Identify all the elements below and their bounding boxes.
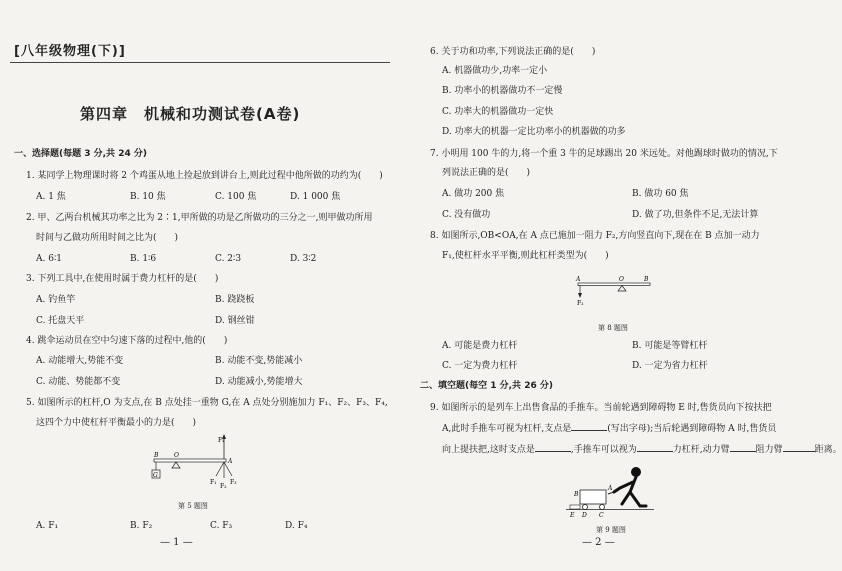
q8-f2-label: F₂ (577, 300, 584, 307)
q7-option-d: D. 做了功,但条件不足,无法计算 (632, 210, 759, 220)
q8-lever-figure (570, 272, 660, 308)
q9-blank-2[interactable] (535, 442, 571, 452)
q9-figure-caption: 第 9 题图 (596, 526, 626, 534)
point-b-label: B (154, 452, 159, 459)
q3-stem: 3. 下列工具中,在使用时属于费力杠杆的是( ) (26, 274, 219, 284)
q8-fulcrum (618, 286, 626, 292)
q9-line2-text-b: (写出字母);当后轮遇到障碍物 A 时,售货员 (607, 424, 777, 434)
front-wheel (600, 505, 605, 510)
q8-figure-caption: 第 8 题图 (598, 324, 628, 332)
q8-option-d: D. 一定为省力杠杆 (632, 361, 708, 371)
q5-lever-figure (140, 432, 250, 492)
point-a-label: A (228, 458, 233, 465)
right-page (410, 0, 842, 571)
q9-blank-1[interactable] (571, 421, 607, 431)
page-number-left: — 1 — (160, 537, 193, 548)
q6-option-b: B. 功率小的机器做功不一定慢 (442, 86, 563, 96)
q9-line3 (442, 442, 842, 456)
q3-option-a: A. 钓鱼竿 (36, 295, 76, 305)
q3-option-c: C. 托盘天平 (36, 316, 85, 326)
q5-stem-line1: 5. 如图所示的杠杆,O 为支点,在 B 点处挂一重物 G,在 A 点处分别施加力 F₁、F₂、F₃、F₄, (26, 398, 388, 408)
book-header: [八年级物理(下)] (14, 44, 126, 59)
q6-option-d: D. 功率大的机器一定比功率小的机器做的功多 (442, 127, 626, 137)
q8-point-b-label: B (644, 276, 649, 283)
q9-line1: 9. 如图所示的是列车上出售食品的手推车。当前轮遇到障碍物 E 时,售货员向下按扶把 (430, 403, 772, 413)
q9-point-d-label: D (582, 512, 587, 519)
q8-stem-line2: F₁,使杠杆水平平衡,则此杠杆类型为( ) (442, 251, 609, 261)
page-number-right: — 2 — (582, 537, 615, 548)
q4-option-d: D. 动能减小,势能增大 (215, 377, 303, 387)
q8-option-b: B. 可能是等臂杠杆 (632, 341, 708, 351)
q4-stem: 4. 跳伞运动员在空中匀速下落的过程中,他的( ) (26, 336, 228, 346)
q5-figure-caption: 第 5 题图 (178, 502, 208, 510)
q6-option-c: C. 功率大的机器做功一定快 (442, 107, 554, 117)
q7-option-b: B. 做功 60 焦 (632, 189, 689, 199)
q7-option-a: A. 做功 200 焦 (442, 189, 505, 199)
q2-stem-line2: 时间与乙做功所用时间之比为( ) (36, 233, 179, 243)
left-page (0, 0, 410, 571)
q9-trolley-figure (562, 462, 662, 518)
q9-line3-text-e: 距离。 (814, 445, 842, 455)
q4-option-c: C. 动能、势能都不变 (36, 377, 121, 387)
q6-stem: 6. 关于功和功率,下列说法正确的是( ) (430, 47, 596, 57)
q8-stem-line1: 8. 如图所示,OB<OA,在 A 点已施加一阻力 F₂,方向竖直向下,现在在 B 点加一动力 (430, 231, 760, 241)
q1-option-a: A. 1 焦 (36, 192, 66, 202)
q3-option-d: D. 钢丝钳 (215, 316, 255, 326)
point-o-label: O (174, 452, 179, 459)
q1-option-c: C. 100 焦 (215, 192, 257, 202)
f1-label: F₁ (210, 479, 217, 486)
q2-stem-line1: 2. 甲、乙两台机械其功率之比为 2∶1,甲所做的功是乙所做功的三分之一,则甲做功所用 (26, 213, 373, 223)
f4-label: F₄ (218, 437, 225, 444)
q9-blank-3[interactable] (637, 442, 673, 452)
q9-blank-5[interactable] (783, 442, 815, 452)
q3-option-b: B. 跷跷板 (215, 295, 255, 305)
q9-point-e-label: E (570, 512, 575, 519)
section-fill-heading: 二、填空题(每空 1 分,共 26 分) (420, 381, 553, 391)
page-title: 第四章 机械和功测试卷(A卷) (80, 105, 301, 123)
f1-arrow (216, 462, 224, 476)
q9-line3-text-d: 阻力臂 (755, 445, 783, 455)
q2-option-c: C. 2∶3 (215, 254, 242, 264)
q8-option-a: A. 可能是费力杠杆 (442, 341, 518, 351)
q9-point-b-label: B (574, 491, 579, 498)
section-choice-heading: 一、选择题(每题 3 分,共 24 分) (14, 149, 147, 159)
q2-option-d: D. 3∶2 (290, 254, 317, 264)
q2-option-b: B. 1∶6 (130, 254, 157, 264)
q5-option-a: A. F₁ (36, 521, 59, 531)
q8-f2-arrowhead (578, 293, 582, 298)
trolley-body (580, 490, 606, 504)
q9-blank-4[interactable] (730, 442, 756, 452)
weight-g-label: G (153, 472, 158, 479)
q8-point-o-label: O (619, 276, 624, 283)
q9-line3-text-c: 力杠杆,动力臂 (672, 445, 730, 455)
q5-stem-line2: 这四个力中使杠杆平衡最小的力是( ) (36, 418, 197, 428)
q4-option-b: B. 动能不变,势能减小 (215, 356, 303, 366)
q7-option-c: C. 没有做功 (442, 210, 491, 220)
header-rule (10, 62, 390, 63)
q8-option-c: C. 一定为费力杠杆 (442, 361, 518, 371)
fulcrum (172, 462, 180, 468)
q4-option-a: A. 动能增大,势能不变 (36, 356, 124, 366)
q1-stem: 1. 某同学上物理课时将 2 个鸡蛋从地上捡起放到讲台上,则此过程中他所做的功约为( ) (26, 171, 383, 181)
q9-point-c-label: C (599, 512, 604, 519)
q2-option-a: A. 6∶1 (36, 254, 63, 264)
q8-point-a-label: A (576, 276, 581, 283)
q7-stem-line2: 列说法正确的是( ) (442, 168, 531, 178)
q5-option-d: D. F₄ (285, 521, 308, 531)
q9-line2-text-a: A,此时手推车可视为杠杆,支点是 (442, 424, 572, 434)
q5-option-b: B. F₂ (130, 521, 153, 531)
q6-option-a: A. 机器做功少,功率一定小 (442, 66, 548, 76)
q9-line3-text-a: 向上提扶把,这时支点是 (442, 445, 535, 455)
q1-option-d: D. 1 000 焦 (290, 192, 341, 202)
lever-bar (154, 459, 226, 462)
q9-line2 (442, 421, 776, 435)
q5-option-c: C. F₃ (210, 521, 233, 531)
q9-point-a-label: A (608, 485, 613, 492)
f3-label: F₃ (230, 479, 237, 486)
f2-label: F₂ (220, 483, 227, 490)
q1-option-b: B. 10 焦 (130, 192, 166, 202)
person-body (614, 477, 646, 506)
q9-line3-text-b: ,手推车可以视为 (570, 445, 637, 455)
q8-lever-bar (578, 283, 650, 286)
rear-wheel (583, 505, 588, 510)
q7-stem-line1: 7. 小明用 100 牛的力,将一个重 3 牛的足球踢出 20 米远处。对他踢球时做功的情况,下 (430, 149, 778, 159)
obstacle-e (570, 505, 580, 509)
